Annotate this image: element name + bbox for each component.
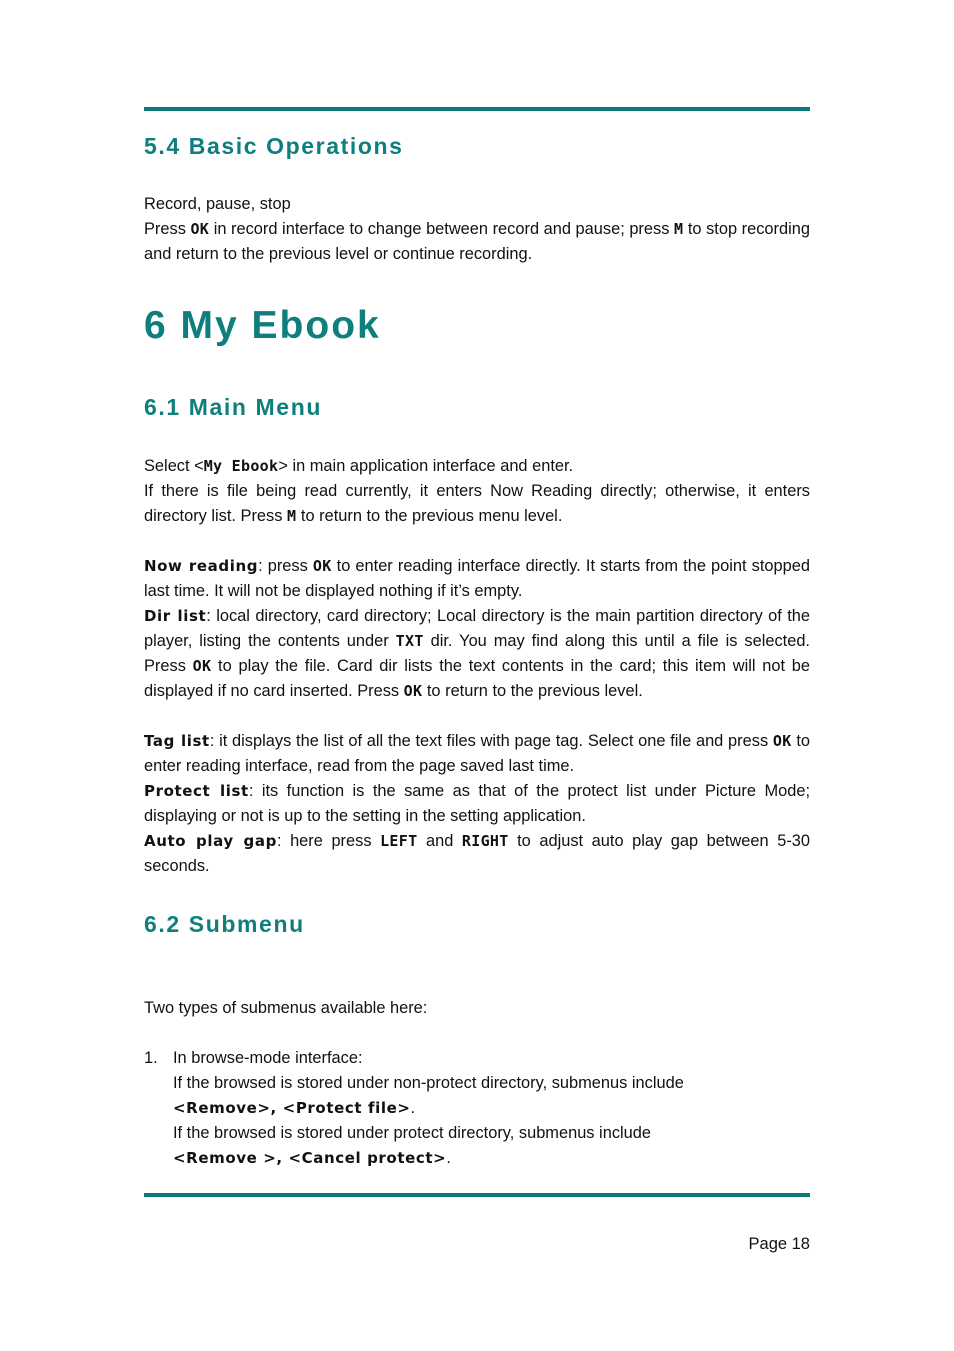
text: : local directory, card directory; Local directory is the main partition directory of the player, listing the contents under (144, 607, 810, 650)
paragraph-dir-list (144, 604, 810, 704)
section-heading-5-4: 5.4 Basic Operations (144, 133, 404, 159)
section-heading-6-1: 6.1 Main Menu (144, 394, 322, 420)
key-ok: OK (403, 682, 423, 700)
paragraph-select (144, 454, 810, 479)
list-number: 1. (144, 1049, 158, 1067)
key-left: LEFT (380, 832, 418, 850)
term-now-reading: Now reading (144, 557, 259, 575)
bottom-rule (144, 1193, 810, 1197)
list-item-line: If the browsed is stored under protect directory, submenus include (173, 1124, 652, 1142)
paragraph-tag-list (144, 729, 810, 779)
page-number: Page 18 (748, 1235, 810, 1253)
text: in record interface to change between record and pause; press (209, 220, 674, 238)
section-heading-6-2: 6.2 Submenu (144, 911, 305, 937)
text: : press (258, 557, 313, 575)
term-tag-list: Tag list (144, 732, 210, 750)
text: Press (144, 220, 191, 238)
text: : its function is the same as that of the protect list under Picture Mode; displaying or not is up to the setting in the setting application. (144, 782, 810, 825)
paragraph-auto-play-gap (144, 829, 810, 879)
text: to play the file. Card dir lists the text contents in the card; this item will not be displayed if no card inserted. Press (144, 657, 810, 700)
key-m: M (287, 507, 297, 525)
paragraph-record-title (144, 192, 810, 217)
key-txt: TXT (395, 632, 424, 650)
text: dir. You may find along this until a file is selected. Press (144, 632, 810, 675)
text: to enter reading interface directly. It starts from the point stopped last time. It will not be displayed nothing if it’s empty. (144, 557, 810, 600)
term-dir-list: Dir list (144, 607, 207, 625)
key-ok: OK (192, 657, 212, 675)
paragraph-protect-list (144, 779, 810, 829)
list-item-line (173, 1146, 810, 1171)
text: Record, pause, stop (144, 195, 291, 213)
text: : here press (276, 832, 381, 850)
key-ok: OK (312, 557, 332, 575)
text: to return to the previous level. (422, 682, 643, 700)
paragraph-now-reading (144, 554, 810, 604)
paragraph-submenu-intro (144, 996, 810, 1021)
text: to stop recording and return to the previous level or continue recording. (144, 220, 810, 263)
text: to enter reading interface, read from the page saved last time. (144, 732, 811, 775)
term-auto-play-gap: Auto play gap (144, 832, 277, 850)
text: to adjust auto play gap between 5-30 seconds. (144, 832, 811, 875)
text: Two types of submenus available here: (144, 999, 428, 1017)
text: . (446, 1149, 451, 1167)
submenu-names: <Remove>, <Protect file> (173, 1099, 411, 1117)
text: . (410, 1099, 416, 1117)
list-item-line (173, 1096, 810, 1121)
submenu-names: <Remove >, <Cancel protect> (173, 1149, 447, 1167)
key-ok: OK (772, 732, 792, 750)
key-my-ebook: My Ebook (203, 457, 279, 475)
term-protect-list: Protect list (144, 782, 249, 800)
paragraph-record-instructions (144, 217, 810, 267)
list-item-title: In browse-mode interface: (173, 1049, 363, 1067)
text: Select < (144, 457, 204, 475)
key-right: RIGHT (461, 832, 509, 850)
key-ok: OK (190, 220, 210, 238)
list-item-body (144, 1046, 810, 1171)
paragraph-now-reading-intro (144, 479, 810, 529)
text: > in main application interface and enter. (278, 457, 574, 475)
text: and (417, 832, 462, 850)
list-item-line: If the browsed is stored under non-protect directory, submenus include (173, 1074, 684, 1092)
text: : it displays the list of all the text files with page tag. Select one file and press (209, 732, 773, 750)
chapter-heading: 6 My Ebook (144, 304, 381, 347)
list-item (144, 1046, 810, 1171)
key-m: M (673, 220, 684, 238)
text: If there is file being read currently, it enters Now Reading directly; otherwise, it enters directory list. Press (144, 482, 810, 525)
top-rule (144, 107, 810, 111)
text: to return to the previous menu level. (296, 507, 563, 525)
